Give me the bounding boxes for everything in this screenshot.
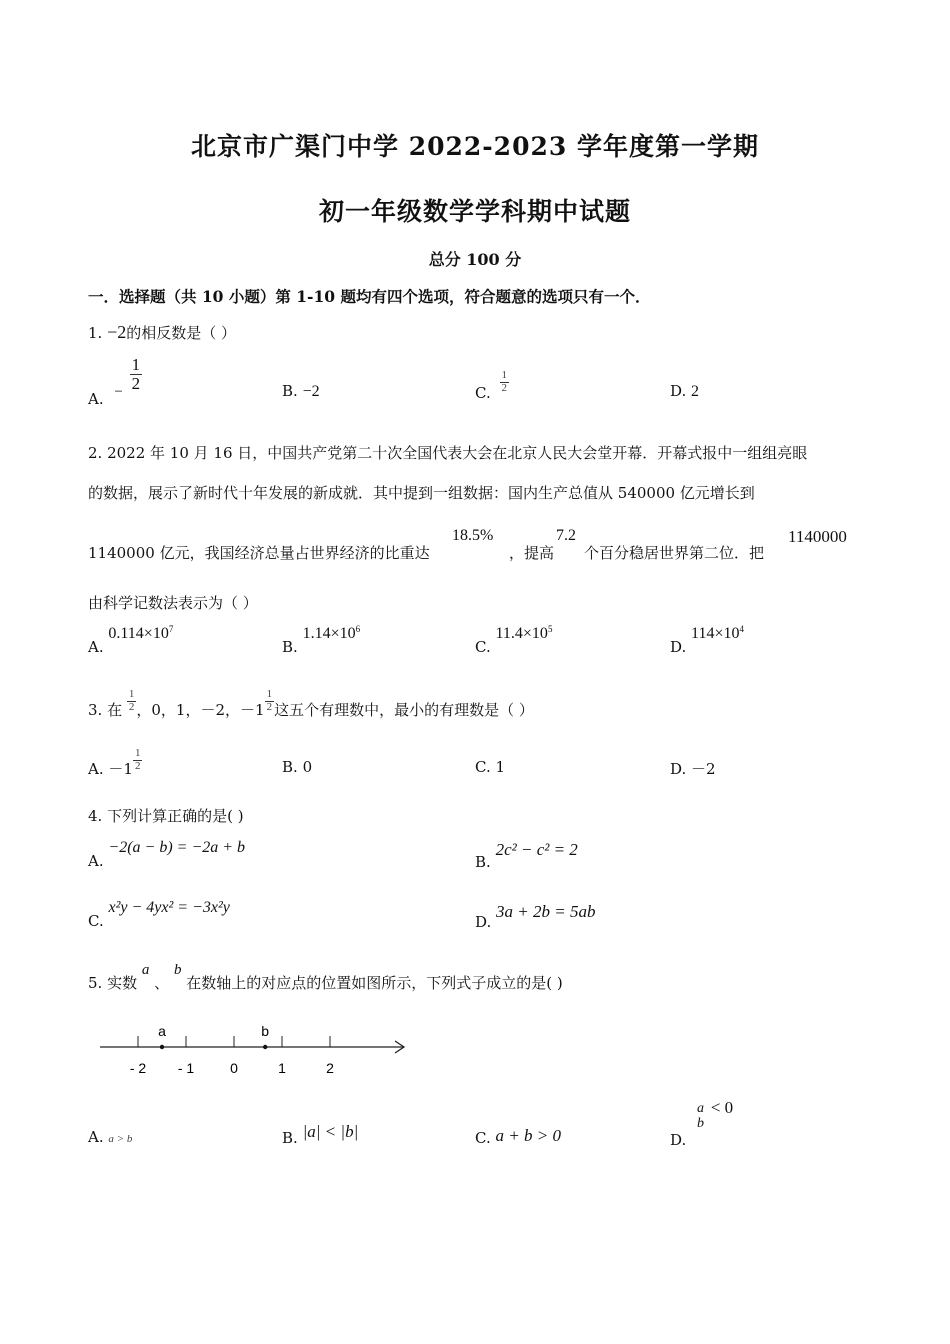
tick-label: 0: [230, 1060, 238, 1076]
q4-option-c[interactable]: C. x²y − 4yx² = −3x²y: [88, 899, 230, 930]
q2-option-c[interactable]: C. $11.4\times 10^5$: [475, 624, 553, 656]
question-2-line1: 2. 2022 年 10 月 16 日，中国共产党第二十次全国代表大会在北京人民大会堂开幕．开幕式报中一组组亮眼: [88, 444, 808, 462]
question-2-line4: 由科学记数法表示为（ ）: [88, 594, 258, 612]
point-a-label: a: [158, 1023, 166, 1039]
q3-option-b[interactable]: B. 0: [282, 758, 313, 776]
q2-option-a[interactable]: A. $0.114\times 10^7$: [88, 624, 174, 656]
q3-option-d[interactable]: D. －2: [670, 760, 716, 778]
number-line-points: [158, 1023, 269, 1049]
exam-title-line2: 初一年级数学学科期中试题: [318, 197, 631, 226]
question-1: 1. −2的相反数是（ ）: [88, 322, 237, 342]
q2-big-number: 1140000: [788, 527, 847, 546]
q5-var-a: a: [141, 962, 150, 978]
tick-label: - 2: [129, 1060, 147, 1076]
exam-title-line1: 北京市广渠门中学 2022-2023 学年度第一学期: [191, 132, 759, 161]
q4-option-d[interactable]: D. 3a + 2b = 5ab: [475, 902, 596, 931]
q3-option-c[interactable]: C. 1: [475, 758, 506, 776]
q2-text-raise: ，提高: [509, 544, 555, 562]
q4-option-a[interactable]: A. −2(a − b) = −2a + b: [88, 839, 246, 870]
question-3: 3. 在 $\frac{1}{2}$ ，0，1，－2，－1 $\frac{1}{2}$ 这五个有理数中，最小的有理数是（ ）: [88, 688, 534, 720]
question-2-line3: 1140000 亿元，我国经济总量占世界经济的比重达: [88, 544, 430, 562]
q2-percent: 18.5%: [452, 527, 494, 544]
q5-option-d[interactable]: D. a b < 0: [670, 1097, 734, 1149]
q5-option-a[interactable]: A. a > b: [88, 1128, 133, 1146]
q3-option-a[interactable]: A. －1 $\frac{1}{2}$: [88, 747, 141, 779]
q1-option-c[interactable]: C. $\frac{1}{2}$: [475, 369, 507, 403]
q1-option-a[interactable]: A. − $\frac{1}{2}$: [88, 355, 141, 409]
q4-option-b[interactable]: B. 2c² − c² = 2: [475, 840, 578, 871]
q5-option-c[interactable]: C. a + b > 0: [475, 1126, 561, 1147]
question-2-line2: 的数据，展示了新时代十年发展的新成就．其中提到一组数据：国内生产总值从 540000 亿元增长到: [88, 484, 755, 502]
q1-option-d[interactable]: D. 2: [670, 382, 700, 400]
tick-label: 1: [278, 1060, 286, 1076]
question-5: 5. 实数 a 、 b 在数轴上的对应点的位置如图所示，下列式子成立的是( ): [88, 962, 563, 992]
section-heading: 一．选择题（共 10 小题）第 1-10 题均有四个选项，符合题意的选项只有一个．: [88, 287, 651, 306]
q2-option-d[interactable]: D. $114\times 10^4$: [670, 624, 744, 656]
q1-expr: −2: [107, 322, 127, 342]
q5-var-b: b: [173, 962, 182, 978]
tick-label: - 1: [177, 1060, 195, 1076]
number-line: [95, 1018, 415, 1082]
q2-points: 7.2: [556, 527, 576, 544]
point-b: [263, 1045, 267, 1049]
point-a: [160, 1045, 164, 1049]
q1-option-b[interactable]: B. −2: [282, 382, 320, 400]
q2-text-rank: 个百分稳居世界第二位．把: [584, 544, 765, 562]
q5-option-b[interactable]: B. |a| < |b|: [282, 1122, 359, 1147]
q2-option-b[interactable]: B. $1.14\times 10^6$: [282, 624, 361, 656]
total-score: 总分 100 分: [428, 250, 522, 269]
point-b-label: b: [261, 1023, 270, 1039]
number-line-ticks: [130, 1036, 334, 1076]
tick-label: 2: [326, 1060, 334, 1076]
question-4: 4. 下列计算正确的是( ): [88, 807, 244, 825]
